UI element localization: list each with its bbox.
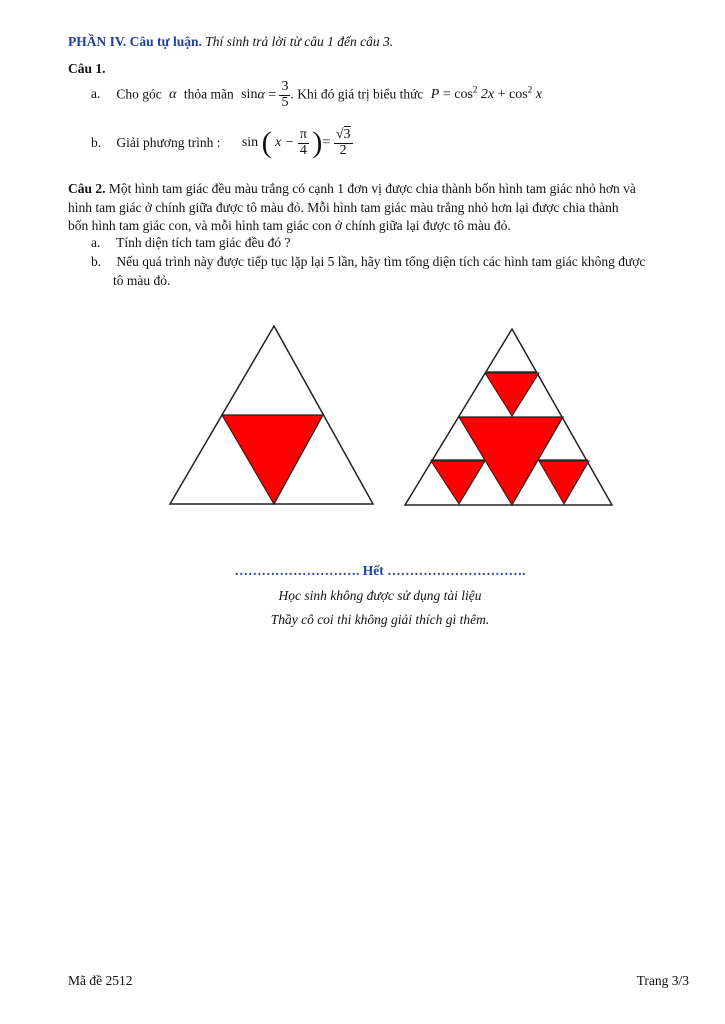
q1b-pi: π — [299, 127, 307, 142]
q1b-paren-open: ( — [261, 126, 272, 160]
q1b-text: Giải phương trình : — [116, 135, 221, 151]
q1a-expr-eq: = — [442, 87, 451, 103]
q1a-expr-arg2: x — [535, 87, 542, 103]
q1a-text-after: . Khi đó giá trị biểu thức — [290, 86, 424, 102]
part-header-instruction: Thí sinh trả lời từ câu 1 đến câu 3. — [205, 34, 394, 49]
sierpinski-figure-level1 — [168, 323, 378, 508]
q1b-marker: b. — [91, 135, 102, 151]
q1b-eq: = — [322, 135, 331, 151]
q1b-x-minus: x − — [275, 135, 295, 151]
q1a-expr-p: P — [430, 87, 440, 103]
q1b-two: 2 — [339, 142, 347, 158]
question1-title: Câu 1. — [68, 61, 106, 76]
q1a-denominator: 5 — [281, 94, 289, 110]
q1b-pi-fraction — [298, 128, 309, 158]
q2a-marker: a. — [91, 235, 101, 250]
q2b-marker: b. — [91, 254, 102, 269]
end-label: Hết — [362, 563, 384, 578]
q1b-sqrt — [334, 128, 353, 144]
question2-b — [91, 254, 645, 270]
end-dots-right: …………………………. — [387, 563, 526, 578]
part-header-label: PHẦN IV. Câu tự luận. — [68, 34, 202, 49]
q1a-expression — [430, 84, 542, 103]
q1b-sin: sin — [241, 135, 259, 151]
end-dots-left: ………………………. — [234, 563, 360, 578]
question2-a — [91, 235, 290, 251]
q1a-alpha: α — [169, 87, 177, 103]
q1b-four: 4 — [299, 142, 307, 158]
q1a-marker: a. — [91, 86, 101, 102]
q1a-fraction — [279, 80, 290, 110]
q1a-expr-plus: + — [497, 87, 506, 103]
q1a-text-before: Cho góc — [116, 86, 162, 102]
question1-a — [91, 80, 542, 110]
q1a-numerator: 3 — [281, 79, 289, 94]
q1a-expr-cos2: cos — [509, 87, 528, 103]
question2-title: Câu 2. — [68, 181, 106, 196]
part-header — [68, 34, 393, 50]
q1a-alpha-2: α — [257, 87, 265, 103]
end-note-2: Thầy cô coi thi không giải thích gì thêm. — [270, 612, 490, 627]
q2-line1 — [68, 180, 688, 199]
q2a-text: Tính diện tích tam giác đều đó ? — [116, 235, 291, 250]
q1b-sqrt-fraction — [334, 128, 353, 158]
end-marker — [0, 563, 725, 579]
question2-b-cont: tô màu đỏ. — [113, 273, 171, 288]
footer-exam-code: Mã đề 2512 — [68, 973, 133, 988]
q1a-text-mid: thỏa mãn — [183, 86, 234, 102]
q1b-paren-close: ) — [312, 126, 323, 160]
q2-line1-text: Một hình tam giác đều màu trắng có cạnh 1 đơn vị được chia thành bốn hình tam giác nhỏ hơn và — [108, 181, 636, 196]
q1a-expr-arg1: 2x — [480, 87, 495, 103]
q2b-line1: Nếu quá trình này được tiếp tục lặp lại 5 lần, hãy tìm tổng diện tích các hình tam giác không được — [116, 254, 646, 269]
q2-line3: bốn hình tam giác con, và mỗi hình tam giác con ở chính giữa lại được tô màu đỏ. — [68, 218, 511, 233]
q1a-expr-sq1: 2 — [472, 84, 478, 95]
sierpinski-figure-level2 — [403, 327, 615, 512]
q1a-sin: sin — [241, 87, 258, 103]
question2-body — [68, 180, 688, 236]
q1a-expr-sq2: 2 — [527, 84, 533, 95]
sqrt-symbol: √ — [335, 127, 344, 142]
q1a-expr-cos1: cos — [454, 87, 473, 103]
q1b-equation — [241, 126, 353, 160]
q1a-eq: = — [268, 87, 277, 103]
q2-line2: hình tam giác ở chính giữa được tô màu đỏ. Mỗi hình tam giác màu trắng nhỏ hơn lại được chia thành — [68, 199, 619, 215]
footer-page-number: Trang 3/3 — [636, 973, 689, 988]
q1b-sqrt-arg: 3 — [343, 127, 351, 142]
question1-b — [91, 128, 353, 158]
end-note-1: Học sinh không được sử dụng tài liệu — [278, 588, 482, 603]
